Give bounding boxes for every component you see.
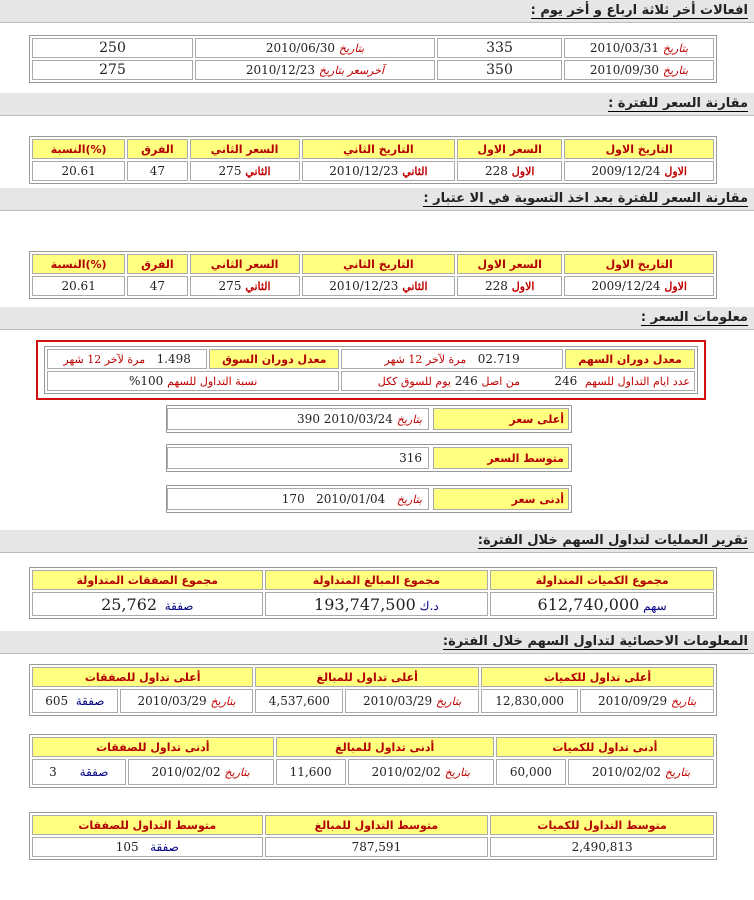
stock-turnover-label: معدل دوران السهم: [565, 349, 695, 369]
pct-cell: 20.61: [32, 276, 125, 296]
table-row: [32, 161, 714, 181]
column-header: أدنى تداول للصفقات: [32, 737, 274, 757]
avg-qty-cell: 2,490,813: [490, 837, 714, 857]
stats-low-table: [29, 734, 717, 788]
column-header: السعر الاول: [457, 139, 562, 159]
section-statistics-header: [0, 631, 754, 654]
date-cell: بتاريخ 2010/03/29: [120, 689, 254, 713]
column-header: التاريخ الثاني: [302, 139, 455, 159]
first-date-cell: الاول 2009/12/24: [564, 276, 714, 296]
quarter-date-cell: بتاريخ 2010/03/31: [564, 38, 714, 58]
value-cell: 11,600: [276, 759, 346, 785]
table-row: [32, 837, 714, 857]
section-operations-body: [0, 553, 754, 631]
low-price-value: بتاريخ 2010/01/04 170: [167, 488, 429, 510]
quarter-date-cell: بتاريخ 2010/09/30: [564, 60, 714, 80]
adjusted-compare-table: [29, 251, 717, 299]
date-cell: بتاريخ 2010/02/02: [568, 759, 714, 785]
section-title: المعلومات الاحصائية لتداول السهم خلال الفترة:: [442, 634, 748, 649]
value-cell: صفقة 3: [32, 759, 126, 785]
date-cell: بتاريخ 2010/02/02: [128, 759, 274, 785]
date-cell: بتاريخ 2010/03/29: [345, 689, 479, 713]
column-header: الفرق: [127, 139, 187, 159]
section-last-quarters-header: [0, 0, 754, 23]
price-compare-table: [29, 136, 717, 184]
last-price-cell: 275: [32, 60, 193, 80]
diff-cell: 47: [127, 276, 187, 296]
table-header-row: [32, 570, 714, 590]
column-header: مجموع الصفقات المتداولة: [32, 570, 263, 590]
section-statistics-body: [0, 654, 754, 864]
last-price-date-cell: آخرسعر بتاريخ 2010/12/23: [195, 60, 435, 80]
table-row: [32, 689, 714, 713]
section-title: تقرير العمليات لتداول السهم خلال الفترة:: [477, 533, 748, 548]
column-header: السعر الثاني: [190, 139, 300, 159]
section-price-info-header: [0, 307, 754, 330]
column-header: أدنى تداول للكميات: [496, 737, 714, 757]
first-price-cell: الاول 228: [457, 276, 562, 296]
quarter-price-cell: 335: [437, 38, 562, 58]
section-title: افعالات أخر ثلاثة ارباع و أخر يوم :: [530, 3, 748, 18]
table-row: [32, 276, 714, 296]
total-amount-cell: د.ك 193,747,500: [265, 592, 489, 616]
table-header-row: [32, 815, 714, 835]
table-row: [47, 371, 695, 391]
avg-price-value: 316: [167, 447, 429, 469]
column-header: أعلى تداول للمبالغ: [255, 667, 479, 687]
last-quarters-table: [29, 35, 717, 83]
quarter-price-cell: 250: [32, 38, 193, 58]
turnover-table: [44, 346, 698, 394]
second-price-cell: الثاني 275: [190, 276, 300, 296]
table-row: [32, 60, 714, 80]
section-title: معلومات السعر :: [640, 310, 748, 325]
column-header: مجموع المبالغ المتداولة: [265, 570, 489, 590]
section-title: مقارنة السعر للفترة :: [608, 96, 748, 111]
avg-amount-cell: 787,591: [265, 837, 489, 857]
column-header: متوسط التداول للصفقات: [32, 815, 263, 835]
high-price-value: بتاريخ 2010/03/24 390: [167, 408, 429, 430]
column-header: السعر الثاني: [190, 254, 300, 274]
table-row: [32, 759, 714, 785]
table-row: [32, 38, 714, 58]
column-header: أعلى تداول للكميات: [481, 667, 714, 687]
avg-price-label: متوسط السعر: [433, 447, 569, 469]
column-header: أعلى تداول للصفقات: [32, 667, 253, 687]
table-header-row: [32, 667, 714, 687]
turnover-highlight-box: [36, 340, 706, 400]
market-turnover-value: 1.498 مرة لآخر 12 شهر: [47, 349, 207, 369]
value-cell: 4,537,600: [255, 689, 343, 713]
total-qty-cell: سهم 612,740,000: [490, 592, 714, 616]
second-date-cell: الثاني 2010/12/23: [302, 276, 455, 296]
column-header: (%)النسبة: [32, 139, 125, 159]
table-header-row: [32, 139, 714, 159]
column-header: متوسط التداول للمبالغ: [265, 815, 489, 835]
column-header: أدنى تداول للمبالغ: [276, 737, 494, 757]
section-title: مقارنة السعر للفترة بعد اخذ التسوية في الا عتبار :: [423, 191, 748, 206]
low-price-box: [166, 485, 572, 513]
column-header: (%)النسبة: [32, 254, 125, 274]
table-header-row: [32, 737, 714, 757]
trading-ratio-cell: نسبة التداول للسهم 100%: [47, 371, 339, 391]
section-adjusted-compare-body: [0, 211, 754, 307]
first-date-cell: الاول 2009/12/24: [564, 161, 714, 181]
stock-turnover-value: 02.719 مرة لآخر 12 شهر: [341, 349, 563, 369]
column-header: السعر الاول: [457, 254, 562, 274]
quarter-price-cell: 350: [437, 60, 562, 80]
column-header: التاريخ الاول: [564, 139, 714, 159]
avg-deals-cell: صفقة 105: [32, 837, 263, 857]
table-row: [47, 349, 695, 369]
second-date-cell: الثاني 2010/12/23: [302, 161, 455, 181]
section-operations-header: [0, 530, 754, 553]
stats-high-table: [29, 664, 717, 716]
column-header: الفرق: [127, 254, 187, 274]
quarter-date-cell: بتاريخ 2010/06/30: [195, 38, 435, 58]
table-row: [32, 592, 714, 616]
low-price-label: أدنى سعر: [433, 488, 569, 510]
stats-avg-table: [29, 812, 717, 860]
value-cell: 60,000: [496, 759, 566, 785]
section-adjusted-compare-header: [0, 188, 754, 211]
diff-cell: 47: [127, 161, 187, 181]
column-header: مجموع الكميات المتداولة: [490, 570, 714, 590]
value-cell: 12,830,000: [481, 689, 578, 713]
table-header-row: [32, 254, 714, 274]
value-cell: صفقة 605: [32, 689, 118, 713]
section-last-quarters-body: [0, 23, 754, 93]
high-price-box: [166, 405, 572, 433]
avg-price-box: [166, 444, 572, 472]
operations-table: [29, 567, 717, 619]
column-header: التاريخ الاول: [564, 254, 714, 274]
trading-days-cell: عدد ايام التداول للسهم 246 من اصل 246 يوم للسوق ككل: [341, 371, 695, 391]
pct-cell: 20.61: [32, 161, 125, 181]
section-price-compare-header: [0, 93, 754, 116]
date-cell: بتاريخ 2010/02/02: [348, 759, 494, 785]
high-price-label: أعلى سعر: [433, 408, 569, 430]
section-price-compare-body: [0, 116, 754, 188]
total-deals-cell: صفقة 25,762: [32, 592, 263, 616]
section-price-info-body: [0, 330, 754, 530]
date-cell: بتاريخ 2010/09/29: [580, 689, 714, 713]
first-price-cell: الاول 228: [457, 161, 562, 181]
column-header: متوسط التداول للكميات: [490, 815, 714, 835]
market-turnover-label: معدل دوران السوق: [209, 349, 339, 369]
column-header: التاريخ الثاني: [302, 254, 455, 274]
second-price-cell: الثاني 275: [190, 161, 300, 181]
